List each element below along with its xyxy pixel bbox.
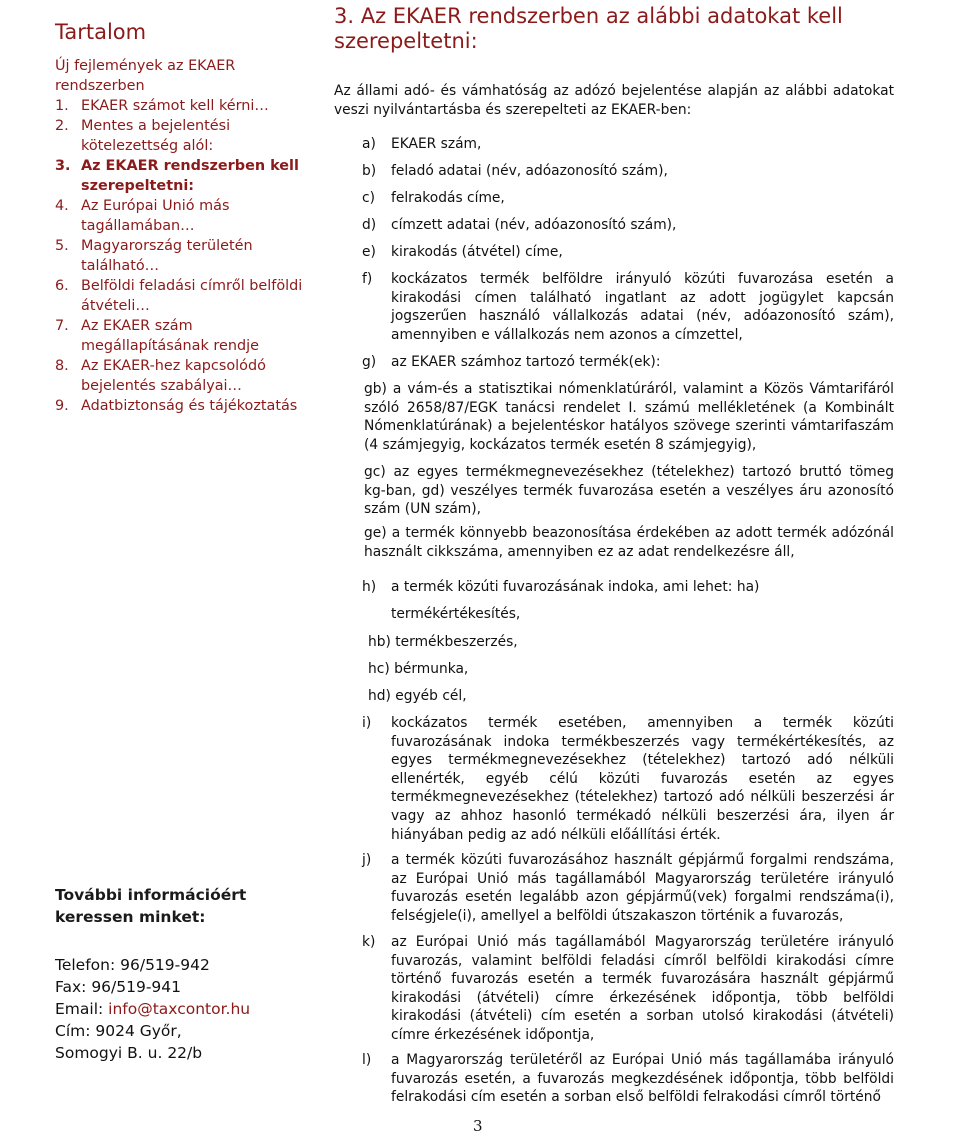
toc-item-1[interactable]: 1. EKAER számot kell kérni… <box>55 98 269 114</box>
email-label: Email: <box>55 1000 109 1018</box>
contact-heading: További információért keressen minket: <box>55 886 247 926</box>
toc-item-5[interactable]: 5. Magyarország területén található… <box>55 238 253 274</box>
item-l: l) a Magyarország területéről az Európai Unió más tagállamába irányuló fuvarozás esetén, a fuvarozás megkezdésének időpontja, több belföldi felrakodási cím esetén a sorban első belföldi felrakodási címről történő <box>362 1052 894 1106</box>
toc-item-7[interactable]: 7. Az EKAER szám megállapításának rendje <box>55 318 259 354</box>
item-j: j) a termék közúti fuvarozásához használt gépjármű forgalmi rendszáma, az Európai Unió más tagállamából Magyarország területére irányuló fuvarozás esetén legalább azon gépjármű(vek) forgalmi rendszáma(i), felségjele(i), amellyel a belföldi útszakaszon történik a fuvarozás, <box>362 852 894 924</box>
toc-item-9[interactable]: 9. Adatbiztonság és tájékoztatás <box>55 398 298 414</box>
contact-fax: Fax: 96/519-941 <box>55 978 182 996</box>
item-e: e) kirakodás (átvétel) címe, <box>362 244 563 260</box>
sidebar <box>0 0 330 1141</box>
contact-phone: Telefon: 96/519-942 <box>55 956 210 974</box>
item-c: c) felrakodás címe, <box>362 190 505 206</box>
toc-item-8[interactable]: 8. Az EKAER-hez kapcsolódó bejelentés szabályai… <box>55 358 266 394</box>
contact-block <box>55 954 315 1064</box>
toc-item-3[interactable]: 3. Az EKAER rendszerben kell szerepeltetni: <box>55 158 299 194</box>
item-i: i) kockázatos termék esetében, amennyiben a termék közúti fuvarozásának indoka termékbeszerzés vagy termékértékesítés, az egyes termékmegnevezésekhez (tételekhez) tartozó adó nélküli ellenérték, egyéb célú közúti fuvarozás esetén az egyes termékmegnevezésekhez (tételekhez) tartozó adó nélküli beszerzési ár vagy az ahhoz hasonló termékadó nélküli beszerzési ára, ilyen ár hiányában pedig az adó nélküli előállítási érték. <box>362 715 894 843</box>
contact-address-2: Somogyi B. u. 22/b <box>55 1044 203 1062</box>
item-h-cont: termékértékesítés, <box>391 606 521 622</box>
item-gc: gc) az egyes termékmegnevezésekhez (tételekhez) tartozó bruttó tömeg kg-ban, gd) veszélyes termék fuvarozása esetén a veszélyes áru azonosító szám (UN szám), <box>364 464 894 518</box>
item-k: k) az Európai Unió más tagállamából Magyarország területére irányuló fuvarozás, valamint belföldi feladási címről belföldi kirakodási címre történő fuvarozás esetén a termék fuvarozására használt gépjármű kirakodási (átvételi) címre érkezésének időpontja, több belföldi kirakodási (átvételi) cím esetén a sorban utolsó kirakodási (átvételi) címre érkezésének időpontja, <box>362 934 894 1043</box>
item-hd: hd) egyéb cél, <box>368 688 467 704</box>
toc-item-4[interactable]: 4. Az Európai Unió más tagállamában… <box>55 198 230 234</box>
item-g: g) az EKAER számhoz tartozó termék(ek): <box>362 354 661 370</box>
item-a: a) EKAER szám, <box>362 136 482 152</box>
item-d: d) címzett adatai (név, adóazonosító szám), <box>362 217 677 233</box>
item-h: h) a termék közúti fuvarozásának indoka, ami lehet: ha) <box>362 579 760 595</box>
contact-address-1: Cím: 9024 Győr, <box>55 1022 182 1040</box>
toc-item-intro[interactable]: Új fejlemények az EKAER rendszerben <box>55 58 236 94</box>
contact-email-row <box>55 998 315 1020</box>
toc-item-6[interactable]: 6. Belföldi feladási címről belföldi átvételi… <box>55 278 303 314</box>
section-title: 3. Az EKAER rendszerben az alábbi adatokat kell szerepeltetni: <box>334 4 843 53</box>
item-b: b) feladó adatai (név, adóazonosító szám), <box>362 163 668 179</box>
intro-paragraph: Az állami adó- és vámhatóság az adózó bejelentése alapján az alábbi adatokat veszi nyilvántartásba és szerepelteti az EKAER-ben: <box>334 83 894 118</box>
item-f: f) kockázatos termék belföldre irányuló közúti fuvarozása esetén a kirakodási címen található ingatlant az adott jogügylet kapcsán jogszerűen használó vállalkozás adatai (név, adóazonosító szám), amennyiben e vállalkozás nem azonos a címzettel, <box>362 271 894 343</box>
toc-title: Tartalom <box>55 20 147 44</box>
item-hc: hc) bérmunka, <box>368 661 469 677</box>
item-hb: hb) termékbeszerzés, <box>368 634 518 650</box>
email-link[interactable]: info@taxcontor.hu <box>108 1000 251 1018</box>
page-number: 3 <box>473 1117 483 1135</box>
item-gb: gb) a vám-és a statisztikai nómenklatúráról, valamint a Közös Vámtarifáról szóló 2658/87/EGK tanácsi rendelet I. számú mellékletének (a Kombinált Nómenklatúrának) a bejelentéskor hatályos szövege szerinti vámtarifaszám (4 számjegyig, kockázatos termék esetén 8 számjegyig), <box>364 381 894 453</box>
item-ge: ge) a termék könnyebb beazonosítása érdekében az adott termék adózónál használt cikkszáma, amennyiben ez az adat rendelkezésre áll, <box>364 525 894 560</box>
toc-item-2[interactable]: 2. Mentes a bejelentési kötelezettség alól: <box>55 118 231 154</box>
toc-list <box>55 56 315 416</box>
